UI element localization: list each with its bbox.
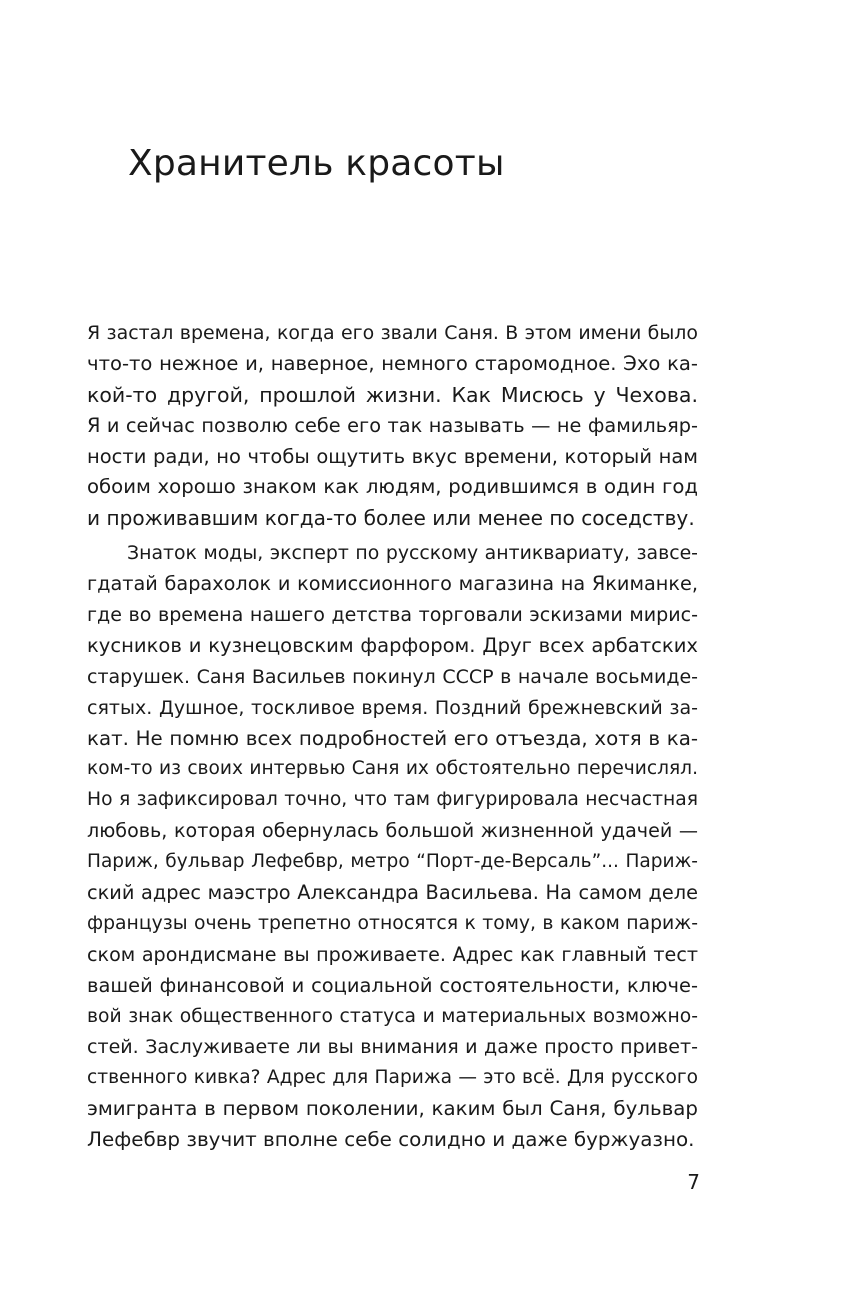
text-line: Я и сейчас позволю себе его так называть — не фамильяр-: [87, 413, 698, 437]
text-line: старушек. Саня Васильев покинул СССР в начале восьмиде-: [87, 665, 698, 688]
text-line: ности ради, но чтобы ощутить вкус времени, который нам: [87, 444, 698, 468]
text-line: французы очень трепетно относятся к тому, в каком париж-: [87, 912, 698, 934]
text-line: ский адрес маэстро Александра Васильева. На самом деле: [87, 881, 698, 905]
text-line: кат. Не помню всех подробностей его отъезда, хотя в ка-: [87, 726, 698, 750]
text-line: Париж, бульвар Лефебвр, метро “Порт-де-Версаль”... Париж-: [87, 851, 698, 873]
text-line: Лефебвр звучит вполне себе солидно и даже буржуазно.: [87, 1128, 695, 1152]
body-text: [87, 318, 698, 1156]
text-line: и проживавшим когда-то более или менее по соседству.: [87, 506, 695, 531]
text-line: ком-то из своих интервью Саня их обстоятельно перечислял.: [87, 758, 698, 780]
paragraph-2: [87, 538, 698, 1156]
text-line: ственного кивка? Адрес для Парижа — это всё. Для русского: [87, 1067, 698, 1089]
page-number: 7: [687, 1170, 700, 1194]
text-line: кусников и кузнецовским фарфором. Друг всех арбатских: [87, 633, 698, 657]
text-line: ском арондисмане вы проживаете. Адрес как главный тест: [87, 942, 698, 966]
text-line: эмигранта в первом поколении, каким был Саня, бульвар: [87, 1097, 698, 1121]
text-line: вашей финансовой и социальной состоятельности, ключе-: [87, 973, 698, 997]
text-line: Знаток моды, эксперт по русскому антиквариату, завсе-: [127, 542, 698, 565]
text-line: любовь, которая обернулась большой жизненной удачей —: [87, 819, 698, 843]
text-line: что-то нежное и, наверное, немного старомодное. Эхо ка-: [87, 351, 698, 375]
text-line: вой знак общественного статуса и материальных возможно-: [87, 1005, 698, 1027]
text-line: стей. Заслуживаете ли вы внимания и даже просто привет-: [87, 1036, 698, 1059]
text-line: гдатай барахолок и комиссионного магазина на Якиманке,: [87, 572, 698, 596]
text-line: где во времена нашего детства торговали эскизами мирис-: [87, 604, 698, 627]
text-line: кой-то другой, прошлой жизни. Как Мисюсь у Чехова.: [87, 382, 698, 407]
text-line: Я застал времена, когда его звали Саня. В этом имени было: [87, 322, 698, 344]
text-line: Но я зафиксировал точно, что там фигурировала несчастная: [87, 789, 698, 811]
text-line: обоим хорошо знаком как людям, родившимся в один год: [87, 475, 698, 499]
text-line: сятых. Душное, тоскливое время. Поздний брежневский за-: [87, 696, 698, 719]
paragraph-1: [87, 318, 698, 534]
chapter-title: Хранитель красоты: [128, 143, 505, 184]
